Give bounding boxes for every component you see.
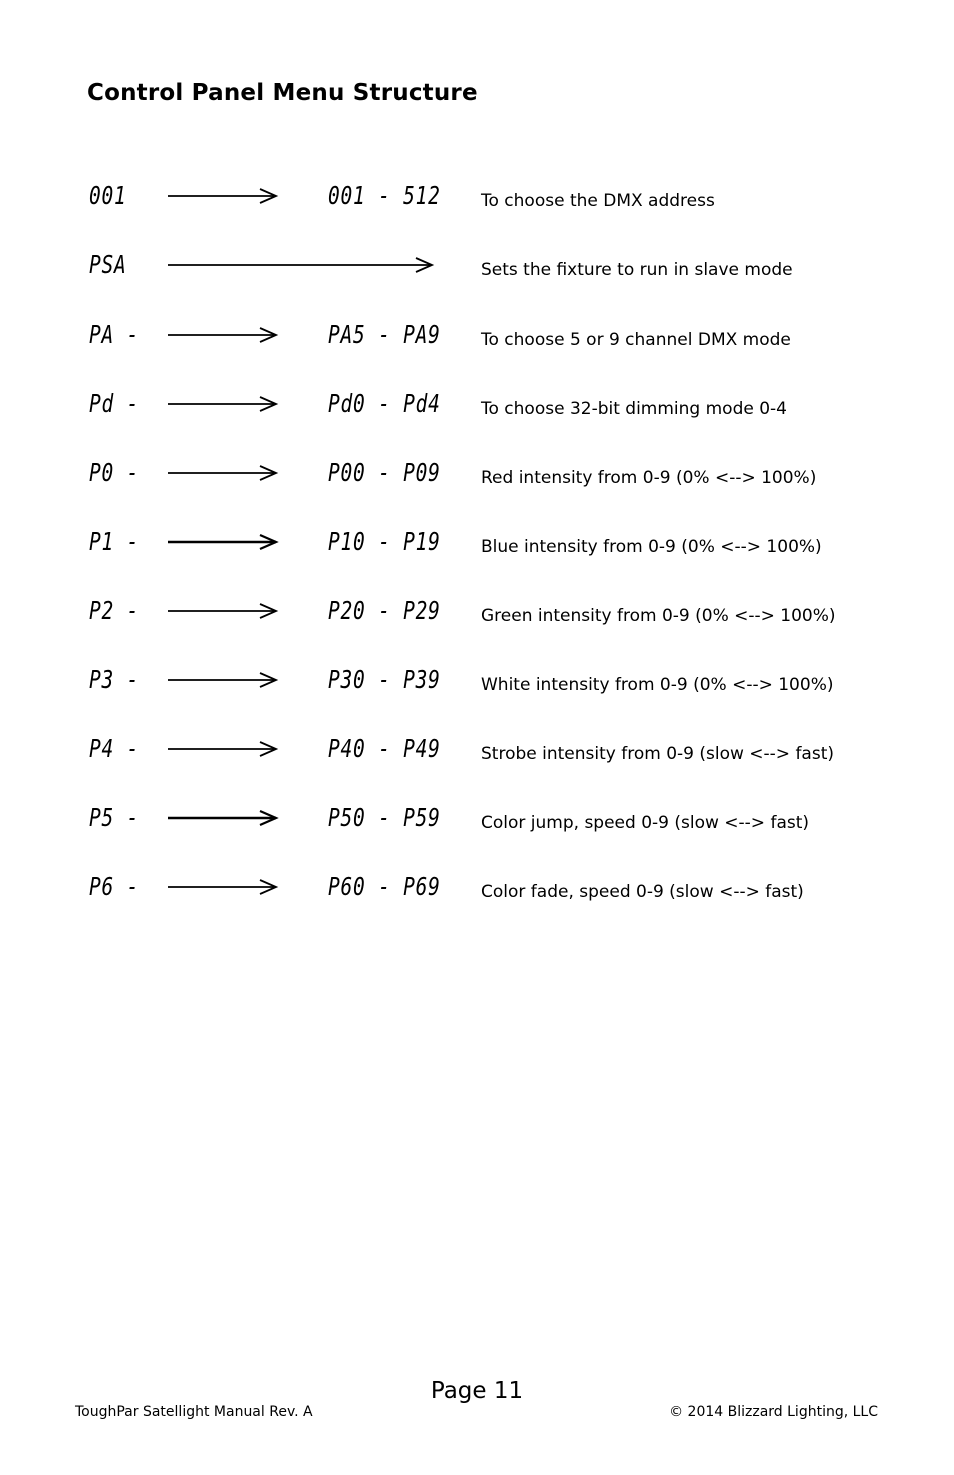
- menu-row-channel-mode: [0, 320, 954, 370]
- menu-row-color-jump: [0, 803, 954, 853]
- lcd-range: P30 - P39: [328, 665, 441, 694]
- lcd-range: P50 - P59: [328, 803, 441, 832]
- menu-row-color-fade: [0, 872, 954, 922]
- lcd-code: P6 -: [89, 872, 140, 901]
- arrow-icon: [168, 255, 436, 275]
- arrow-icon: [168, 670, 280, 690]
- menu-row-green-intensity: [0, 596, 954, 646]
- menu-row-dmx-address: [0, 181, 954, 231]
- page-number: Page 11: [430, 1378, 524, 1404]
- lcd-code: PSA: [89, 250, 127, 279]
- arrow-icon: [168, 808, 280, 828]
- menu-description: To choose 32-bit dimming mode 0-4: [481, 399, 787, 419]
- lcd-range: P00 - P09: [328, 458, 441, 487]
- menu-row-slave-mode: [0, 250, 954, 300]
- arrow-icon: [168, 394, 280, 414]
- menu-description: Blue intensity from 0-9 (0% <--> 100%): [481, 537, 822, 557]
- lcd-range: 001 - 512: [328, 181, 441, 210]
- lcd-code: P5 -: [89, 803, 140, 832]
- lcd-code: P3 -: [89, 665, 140, 694]
- lcd-code: P2 -: [89, 596, 140, 625]
- lcd-range: P60 - P69: [328, 872, 441, 901]
- lcd-code: P1 -: [89, 527, 140, 556]
- arrow-icon: [168, 877, 280, 897]
- menu-description: Green intensity from 0-9 (0% <--> 100%): [481, 606, 836, 626]
- arrow-icon: [168, 601, 280, 621]
- arrow-icon: [168, 325, 280, 345]
- arrow-icon: [168, 739, 280, 759]
- menu-row-white-intensity: [0, 665, 954, 715]
- menu-row-blue-intensity: [0, 527, 954, 577]
- lcd-range: P10 - P19: [328, 527, 441, 556]
- menu-description: Color jump, speed 0-9 (slow <--> fast): [481, 813, 810, 833]
- menu-row-red-intensity: [0, 458, 954, 508]
- menu-description: White intensity from 0-9 (0% <--> 100%): [481, 675, 834, 695]
- lcd-code: 001: [89, 181, 127, 210]
- lcd-range: P20 - P29: [328, 596, 441, 625]
- lcd-range: PA5 - PA9: [328, 320, 441, 349]
- footer-manual-title: ToughPar Satellight Manual Rev. A: [75, 1404, 313, 1420]
- lcd-range: Pd0 - Pd4: [328, 389, 441, 418]
- footer-copyright: © 2014 Blizzard Lighting, LLC: [669, 1404, 878, 1420]
- menu-description: To choose 5 or 9 channel DMX mode: [481, 330, 791, 350]
- menu-row-strobe-intensity: [0, 734, 954, 784]
- lcd-code: PA -: [89, 320, 140, 349]
- lcd-code: P0 -: [89, 458, 140, 487]
- arrow-icon: [168, 186, 280, 206]
- lcd-range: P40 - P49: [328, 734, 441, 763]
- menu-description: Color fade, speed 0-9 (slow <--> fast): [481, 882, 804, 902]
- arrow-icon: [168, 532, 280, 552]
- menu-description: To choose the DMX address: [481, 191, 715, 211]
- menu-description: Sets the fixture to run in slave mode: [481, 260, 793, 280]
- arrow-icon: [168, 463, 280, 483]
- page-title: Control Panel Menu Structure: [87, 80, 478, 106]
- lcd-code: Pd -: [89, 389, 140, 418]
- menu-description: Red intensity from 0-9 (0% <--> 100%): [481, 468, 817, 488]
- menu-description: Strobe intensity from 0-9 (slow <--> fast): [481, 744, 835, 764]
- menu-row-dimming-mode: [0, 389, 954, 439]
- lcd-code: P4 -: [89, 734, 140, 763]
